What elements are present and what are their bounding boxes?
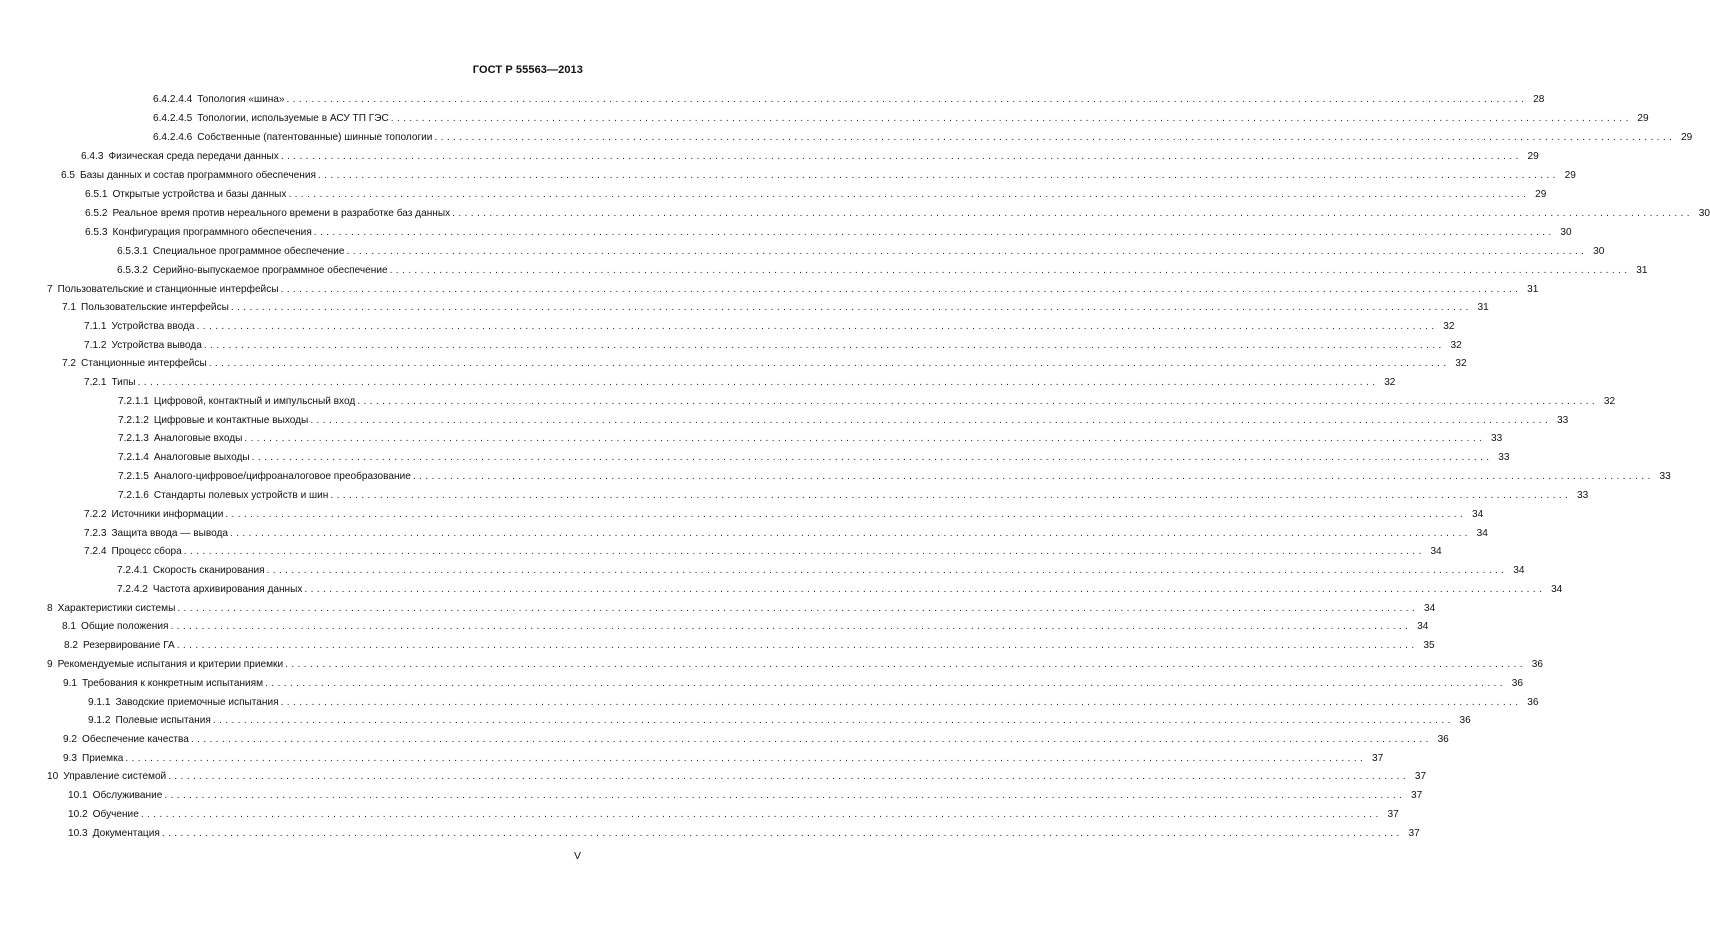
toc-entry-number: 10.3 [68, 828, 88, 839]
toc-entry-title: Реальное время против нереального времени в разработке баз данных [112, 208, 451, 219]
toc-entry-page: 34 [1551, 584, 1563, 595]
toc-entry-page: 37 [1372, 753, 1384, 764]
toc-leader-dots: ........................................................................................................................................................................................................ [389, 265, 1631, 276]
toc-entry[interactable] [0, 751, 1384, 767]
toc-entry-page: 33 [1491, 433, 1503, 444]
toc-entry-number: 6.4.2.4.5 [153, 113, 193, 124]
toc-entry[interactable] [0, 526, 1488, 542]
toc-entry-title: Собственные (патентованные) шинные топологии [197, 132, 433, 143]
toc-entry-title: Устройства вывода [111, 340, 202, 351]
toc-entry-title: Пользовательские интерфейсы [81, 302, 229, 313]
toc-entry[interactable] [0, 582, 1563, 598]
toc-entry-number: 10.2 [68, 809, 88, 820]
toc-entry-page: 29 [1527, 151, 1539, 162]
toc-entry[interactable] [0, 788, 1423, 804]
toc-entry-page: 36 [1437, 734, 1449, 745]
toc-entry-number: 6.5.3.2 [117, 265, 148, 276]
toc-entry-number: 9.3 [63, 753, 78, 764]
toc-entry-number: 7.2 [62, 358, 77, 369]
toc-entry-page: 36 [1511, 678, 1523, 689]
toc-entry-title: Физическая среда передачи данных [108, 151, 279, 162]
toc-entry-number: 6.5.1 [85, 189, 108, 200]
toc-leader-dots: ........................................................................................................................................................................................................ [313, 227, 1555, 238]
toc-entry-title: Общие положения [81, 621, 169, 632]
toc-leader-dots: ........................................................................................................................................................................................................ [265, 678, 1506, 689]
toc-entry-page: 32 [1450, 340, 1462, 351]
toc-entry-number: 7.2.1.4 [118, 452, 149, 463]
toc-leader-dots: ........................................................................................................................................................................................................ [168, 771, 1410, 782]
toc-entry-page: 31 [1636, 265, 1648, 276]
toc-entry-title: Пользовательские и станционные интерфейсы [57, 284, 279, 295]
toc-entry-page: 29 [1681, 132, 1693, 143]
toc-entry-page: 29 [1637, 113, 1649, 124]
toc-leader-dots: ........................................................................................................................................................................................................ [346, 246, 1588, 257]
toc-entry-number: 7.2.1.6 [118, 490, 149, 501]
toc-entry-number: 8.2 [64, 640, 79, 651]
toc-entry-title: Открытые устройства и базы данных [112, 189, 287, 200]
toc-entry-number: 7.2.1.3 [118, 433, 149, 444]
toc-entry[interactable] [0, 826, 1420, 842]
toc-entry[interactable] [0, 488, 1589, 504]
toc-entry-title: Топологии, используемые в АСУ ТП ГЭС [197, 113, 389, 124]
toc-entry-title: Заводские приемочные испытания [115, 697, 279, 708]
toc-entry[interactable] [0, 507, 1484, 523]
toc-entry-title: Серийно-выпускаемое программное обеспечение [152, 265, 388, 276]
toc-entry-page: 32 [1443, 321, 1455, 332]
toc-entry-number: 6.5.3 [85, 227, 108, 238]
toc-entry[interactable] [0, 713, 1471, 729]
toc-entry-number: 9.2 [63, 734, 78, 745]
toc-leader-dots: ........................................................................................................................................................................................................ [225, 509, 1467, 520]
toc-leader-dots: ........................................................................................................................................................................................................ [244, 433, 1486, 444]
toc-entry[interactable] [0, 394, 1616, 410]
toc-entry-page: 30 [1560, 227, 1572, 238]
toc-leader-dots: ........................................................................................................................................................................................................ [304, 584, 1546, 595]
toc-entry-title: Документация [92, 828, 160, 839]
toc-entry-page: 37 [1411, 790, 1423, 801]
toc-leader-dots: ........................................................................................................................................................................................................ [164, 790, 1406, 801]
toc-leader-dots: ........................................................................................................................................................................................................ [280, 284, 1522, 295]
toc-leader-dots: ........................................................................................................................................................................................................ [208, 358, 1450, 369]
toc-entry-number: 7.2.1.2 [118, 415, 149, 426]
toc-leader-dots: ........................................................................................................................................................................................................ [176, 640, 1418, 651]
toc-entry-title: Рекомендуемые испытания и критерии приемки [57, 659, 284, 670]
toc-leader-dots: ........................................................................................................................................................................................................ [280, 697, 1522, 708]
toc-entry[interactable] [0, 676, 1523, 692]
toc-entry-page: 29 [1564, 170, 1576, 181]
toc-leader-dots: ........................................................................................................................................................................................................ [434, 132, 1676, 143]
toc-entry-page: 33 [1556, 415, 1569, 426]
toc-entry-page: 32 [1455, 358, 1467, 369]
toc-entry-title: Стандарты полевых устройств и шин [153, 490, 329, 501]
toc-entry-page: 36 [1531, 659, 1543, 670]
toc-entry-page: 31 [1527, 284, 1539, 295]
toc-entry-number: 6.5 [61, 170, 76, 181]
toc-leader-dots: ........................................................................................................................................................................................................ [310, 415, 1552, 426]
toc-entry-page: 36 [1527, 697, 1539, 708]
toc-leader-dots: ........................................................................................................................................................................................................ [251, 452, 1493, 463]
toc-entry-number: 9.1.1 [88, 697, 111, 708]
toc-entry-number: 10.1 [68, 790, 88, 801]
toc-entry-page: 33 [1576, 490, 1589, 501]
toc-leader-dots: ........................................................................................................................................................................................................ [280, 151, 1522, 162]
toc-entry-title: Источники информации [111, 509, 224, 520]
toc-entry[interactable] [0, 769, 1427, 785]
toc-entry[interactable] [0, 619, 1429, 635]
toc-entry[interactable] [0, 450, 1510, 466]
toc-entry-number: 7.2.2 [84, 509, 107, 520]
toc-entry[interactable] [0, 732, 1449, 748]
toc-entry-title: Частота архивирования данных [152, 584, 303, 595]
toc-entry-page: 32 [1603, 396, 1616, 407]
toc-leader-dots: ........................................................................................................................................................................................................ [177, 603, 1419, 614]
toc-leader-dots: ........................................................................................................................................................................................................ [452, 208, 1694, 219]
toc-entry-number: 7.2.4.2 [117, 584, 148, 595]
toc-entry-page: 28 [1533, 94, 1545, 105]
toc-entry-page: 29 [1535, 189, 1547, 200]
toc-entry-number: 8.1 [62, 621, 77, 632]
toc-entry-number: 7 [47, 284, 53, 295]
toc-entry-page: 34 [1471, 509, 1484, 520]
toc-entry-title: Типы [111, 377, 136, 388]
toc-entry-number: 9.1 [63, 678, 78, 689]
toc-entry-number: 7.2.1 [84, 377, 107, 388]
toc-leader-dots: ........................................................................................................................................................................................................ [190, 734, 1432, 745]
toc-entry-number: 9 [47, 659, 53, 670]
toc-entry-page: 34 [1513, 565, 1525, 576]
toc-entry-page: 34 [1476, 528, 1488, 539]
toc-leader-dots: ........................................................................................................................................................................................................ [137, 377, 1379, 388]
page-number: V [573, 850, 581, 862]
toc-entry[interactable] [0, 431, 1503, 447]
toc-leader-dots: ........................................................................................................................................................................................................ [390, 113, 1632, 124]
toc-entry-page: 32 [1384, 377, 1396, 388]
toc-entry[interactable] [0, 187, 1547, 203]
toc-entry-page: 37 [1387, 809, 1399, 820]
toc-entry-page: 34 [1417, 621, 1429, 632]
toc-entry-title: Аналоговые выходы [153, 452, 250, 463]
toc-entry-title: Обучение [92, 809, 139, 820]
toc-leader-dots: ........................................................................................................................................................................................................ [212, 715, 1454, 726]
toc-entry-title: Аналоговые входы [153, 433, 243, 444]
toc-entry-title: Характеристики системы [57, 603, 176, 614]
toc-entry[interactable] [0, 244, 1605, 260]
toc-entry[interactable] [0, 319, 1455, 335]
toc-entry-page: 33 [1659, 471, 1671, 482]
toc-entry-title: Цифровые и контактные выходы [153, 415, 309, 426]
toc-leader-dots: ........................................................................................................................................................................................................ [203, 340, 1445, 351]
toc-entry-page: 37 [1414, 771, 1427, 782]
toc-entry-number: 7.2.1.1 [118, 396, 149, 407]
toc-entry[interactable] [0, 544, 1442, 560]
toc-entry-title: Топология «шина» [197, 94, 285, 105]
toc-entry-number: 7.2.1.5 [118, 471, 149, 482]
toc-leader-dots: ........................................................................................................................................................................................................ [357, 396, 1599, 407]
toc-entry[interactable] [0, 563, 1525, 579]
toc-leader-dots: ........................................................................................................................................................................................................ [266, 565, 1508, 576]
toc-leader-dots: ........................................................................................................................................................................................................ [196, 321, 1438, 332]
toc-entry-title: Процесс сбора [111, 546, 182, 557]
toc-leader-dots: ........................................................................................................................................................................................................ [288, 189, 1530, 200]
toc-entry-number: 8 [47, 603, 53, 614]
toc-entry-title: Обслуживание [92, 790, 163, 801]
toc-entry-number: 6.4.2.4.4 [153, 94, 193, 105]
toc-entry[interactable] [0, 92, 1545, 108]
toc-entry-page: 31 [1477, 302, 1489, 313]
toc-entry[interactable] [0, 225, 1572, 241]
toc-entry-number: 6.5.3.1 [117, 246, 148, 257]
toc-leader-dots: ........................................................................................................................................................................................................ [285, 659, 1526, 670]
toc-entry[interactable] [0, 638, 1435, 654]
toc-entry-page: 30 [1698, 208, 1710, 219]
toc-entry-title: Станционные интерфейсы [81, 358, 207, 369]
toc-entry-page: 34 [1423, 603, 1436, 614]
toc-entry-title: Требования к конкретным испытаниям [82, 678, 264, 689]
toc-entry[interactable] [0, 375, 1396, 391]
toc-leader-dots: ........................................................................................................................................................................................................ [230, 302, 1472, 313]
toc-leader-dots: ........................................................................................................................................................................................................ [161, 828, 1403, 839]
toc-entry-title: Конфигурация программного обеспечения [112, 227, 312, 238]
toc-leader-dots: ........................................................................................................................................................................................................ [330, 490, 1572, 501]
toc-entry-page: 36 [1459, 715, 1471, 726]
toc-entry-title: Резервирование ГА [83, 640, 175, 651]
toc-entry[interactable] [0, 168, 1576, 184]
toc-entry-title: Управление системой [63, 771, 167, 782]
toc-leader-dots: ........................................................................................................................................................................................................ [140, 809, 1382, 820]
toc-entry-number: 6.5.2 [85, 208, 108, 219]
toc-entry-number: 7.1.1 [84, 321, 107, 332]
toc-entry-title: Обеспечение качества [82, 734, 189, 745]
toc-entry-title: Защита ввода — вывода [111, 528, 229, 539]
toc-entry-page: 33 [1498, 452, 1510, 463]
toc-entry[interactable] [0, 130, 1693, 146]
toc-entry[interactable] [0, 695, 1539, 711]
toc-entry[interactable] [0, 338, 1462, 354]
toc-entry[interactable] [0, 300, 1489, 316]
toc-leader-dots: ........................................................................................................................................................................................................ [183, 546, 1425, 557]
toc-entry-page: 30 [1593, 246, 1605, 257]
toc-entry-page: 37 [1408, 828, 1420, 839]
toc-entry-title: Цифровой, контактный и импульсный вход [153, 396, 356, 407]
toc-entry[interactable] [0, 206, 1710, 222]
toc-entry-title: Приемка [82, 753, 124, 764]
toc-entry-number: 6.4.3 [81, 151, 104, 162]
toc-entry-title: Аналого-цифровое/цифроаналоговое преобразование [153, 471, 411, 482]
toc-entry-title: Базы данных и состав программного обеспечения [80, 170, 316, 181]
toc-entry-title: Специальное программное обеспечение [152, 246, 345, 257]
toc-entry[interactable] [0, 356, 1467, 372]
toc-entry-page: 35 [1423, 640, 1435, 651]
document-id: ГОСТ Р 55563—2013 [472, 64, 583, 76]
toc-entry-number: 9.1.2 [88, 715, 111, 726]
toc-entry[interactable] [0, 413, 1569, 429]
toc-entry-page: 34 [1430, 546, 1442, 557]
toc-leader-dots: ........................................................................................................................................................................................................ [286, 94, 1528, 105]
toc-entry[interactable] [0, 282, 1539, 298]
toc-leader-dots: ........................................................................................................................................................................................................ [125, 753, 1367, 764]
toc-entry[interactable] [0, 263, 1648, 279]
toc-entry[interactable] [0, 469, 1671, 485]
toc-entry-title: Полевые испытания [115, 715, 211, 726]
toc-entry-number: 7.1 [62, 302, 77, 313]
toc-leader-dots: ........................................................................................................................................................................................................ [230, 528, 1471, 539]
toc-leader-dots: ........................................................................................................................................................................................................ [170, 621, 1412, 632]
toc-entry-number: 10 [47, 771, 59, 782]
toc-entry[interactable] [0, 601, 1436, 617]
toc-entry-number: 7.2.4 [84, 546, 107, 557]
toc-entry[interactable] [0, 657, 1543, 673]
toc-entry[interactable] [0, 807, 1399, 823]
toc-leader-dots: ........................................................................................................................................................................................................ [317, 170, 1559, 181]
toc-leader-dots: ........................................................................................................................................................................................................ [412, 471, 1654, 482]
toc-entry-number: 7.1.2 [84, 340, 107, 351]
toc-entry[interactable] [0, 111, 1649, 127]
toc-entry-number: 7.2.3 [84, 528, 107, 539]
toc-entry-number: 6.4.2.4.6 [153, 132, 193, 143]
toc-entry[interactable] [0, 149, 1539, 165]
toc-entry-number: 7.2.4.1 [117, 565, 148, 576]
toc-entry-title: Скорость сканирования [152, 565, 265, 576]
toc-entry-title: Устройства ввода [111, 321, 195, 332]
